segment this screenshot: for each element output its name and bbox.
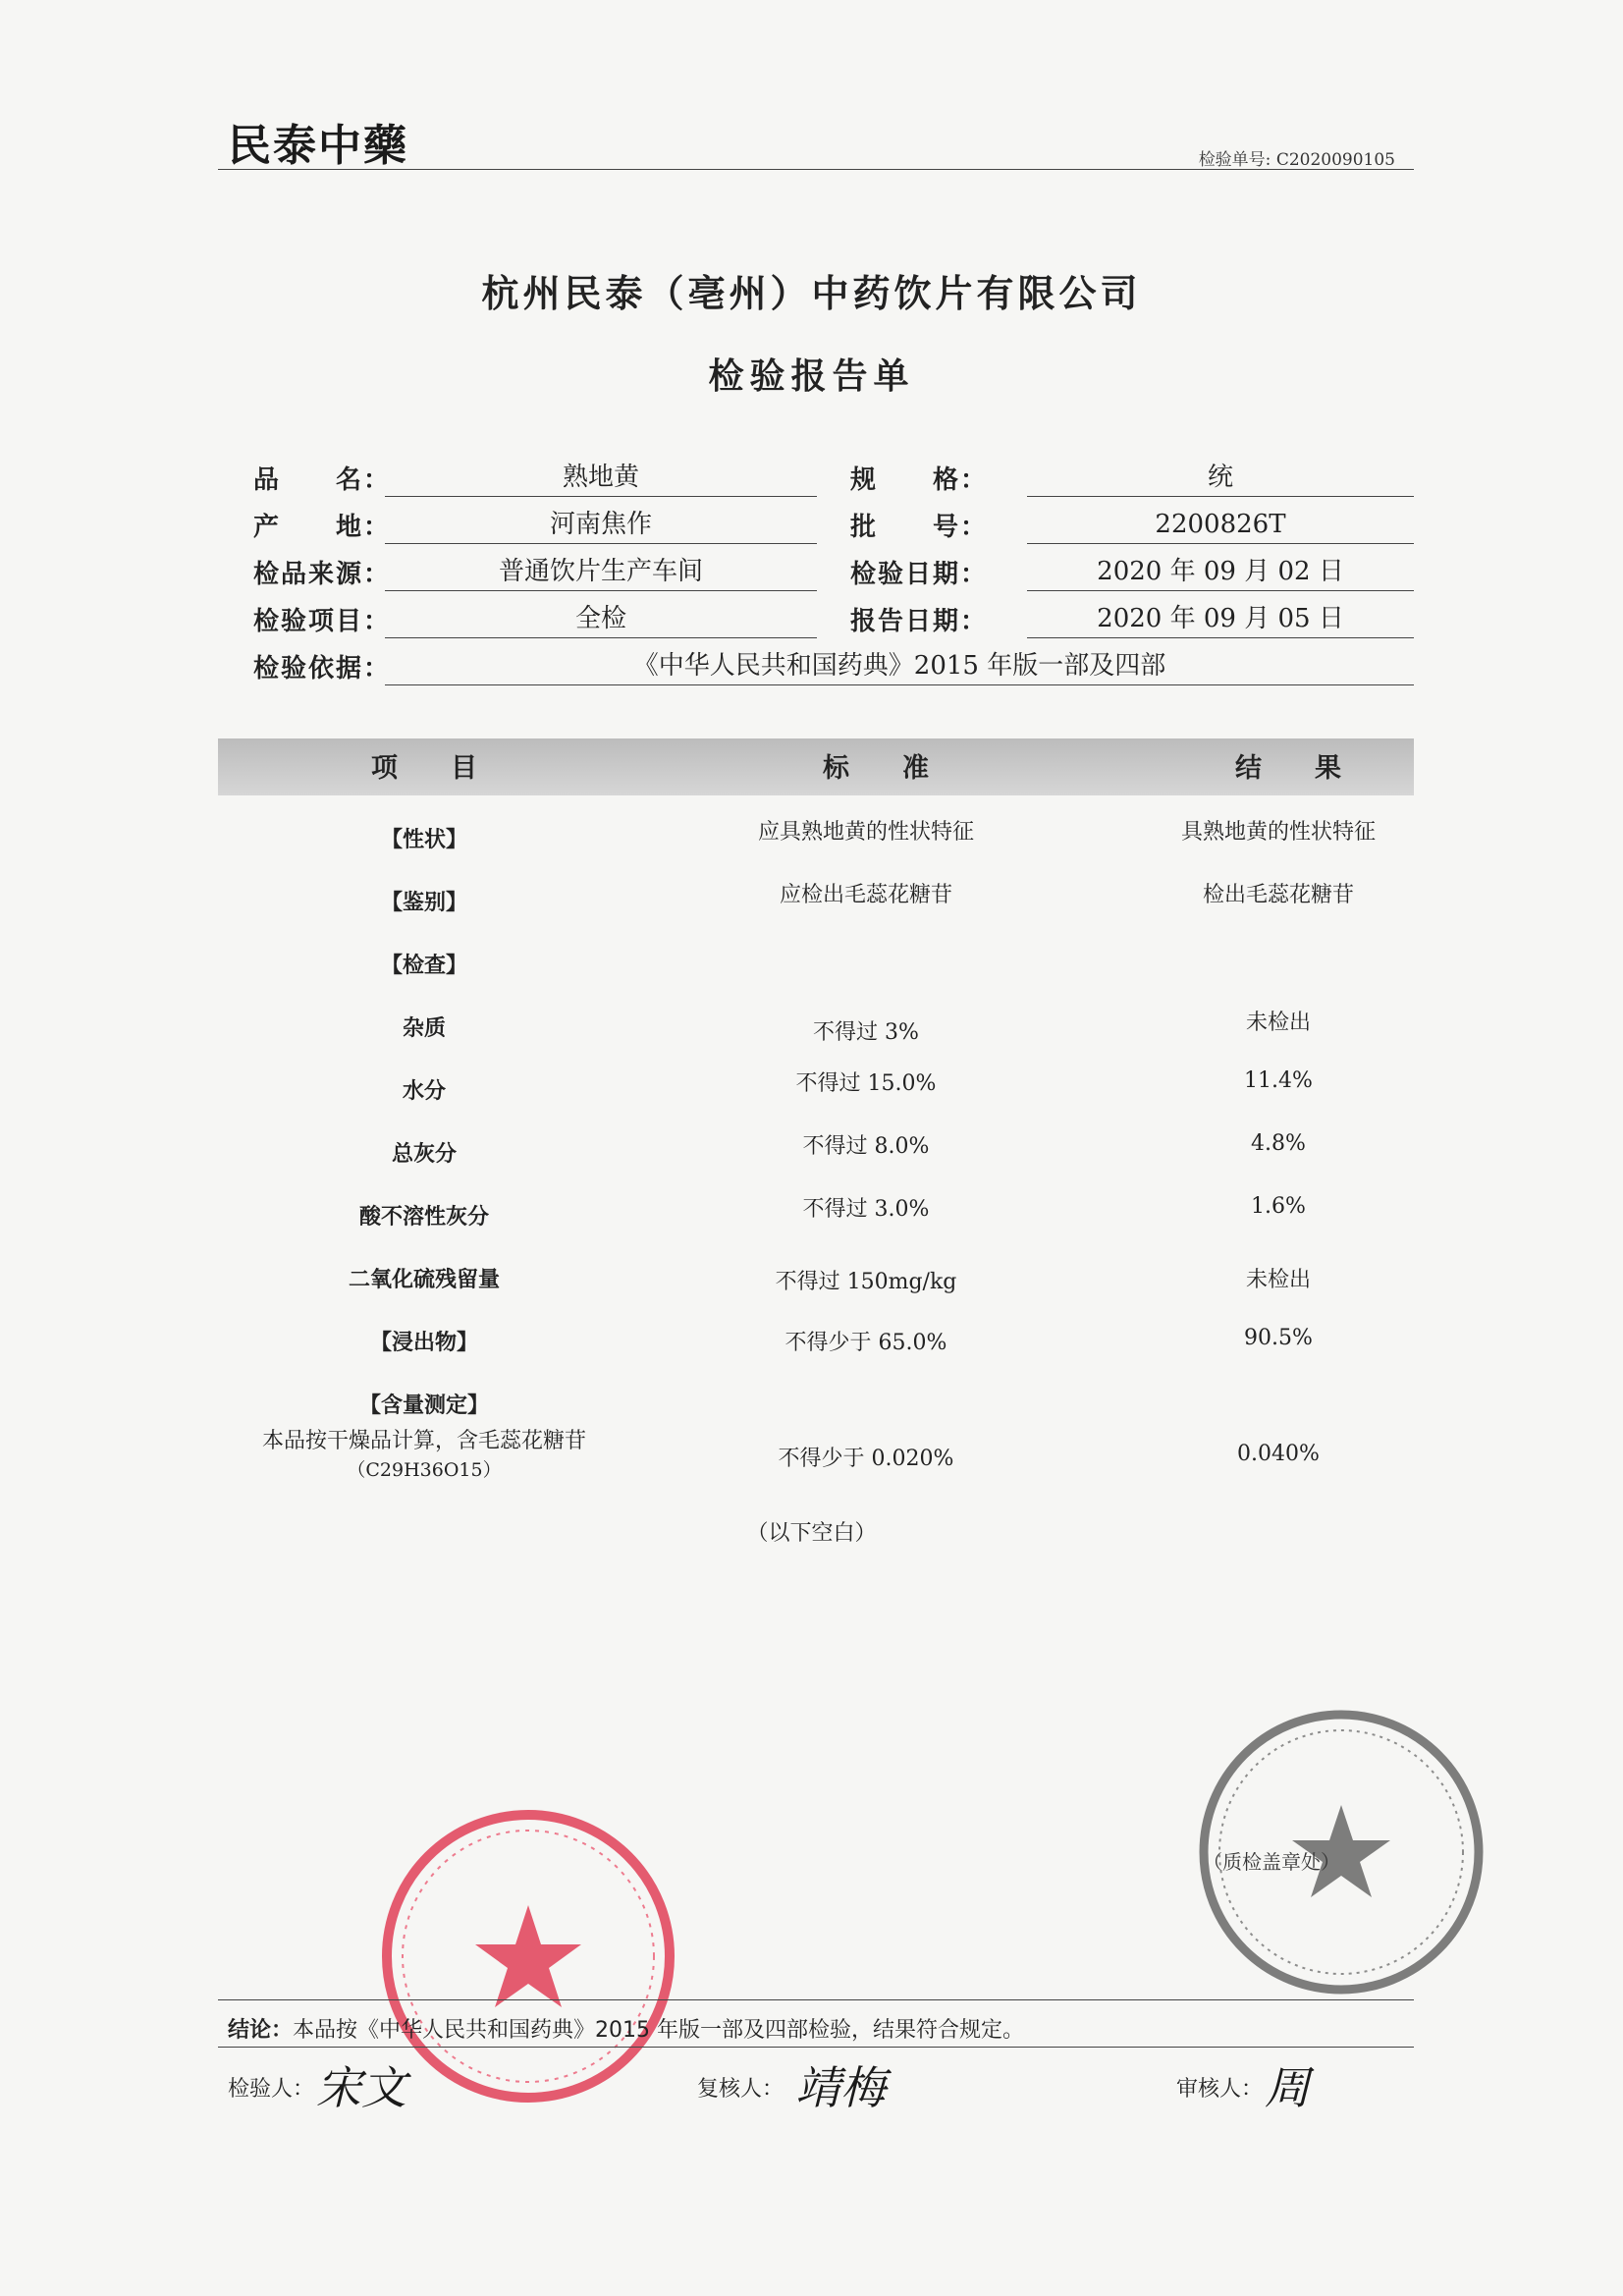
table-row-item: 二氧化硫残留量: [348, 1268, 500, 1292]
table-row-standard: 不得过 3.0%: [802, 1197, 930, 1222]
column-header-item: 项 目: [371, 753, 477, 784]
table-row-item: 【浸出物】: [369, 1331, 478, 1355]
table-row-item: 【检查】: [380, 954, 467, 978]
table-row-result: 4.8%: [1251, 1131, 1306, 1156]
table-row-item: 总灰分: [391, 1142, 457, 1167]
inspector-signature: 宋文: [316, 2061, 406, 2114]
header-divider: [218, 169, 1414, 170]
assay-title: 【含量测定】: [358, 1394, 489, 1418]
product-name-value: 熟地黄: [385, 462, 817, 497]
table-row-standard: 不得少于 65.0%: [784, 1331, 947, 1355]
footer-divider-bottom: [218, 2047, 1414, 2048]
report-number-value: C2020090105: [1275, 150, 1395, 170]
table-row-item: 【性状】: [380, 828, 467, 852]
basis-label: 检验依据：: [253, 654, 392, 683]
table-row-item: 杂质: [402, 1016, 446, 1041]
quality-seal: [379, 1807, 677, 2105]
table-row-result: 1.6%: [1251, 1194, 1306, 1219]
column-header-standard: 标 准: [823, 753, 929, 784]
reviewer-label: 复核人：: [697, 2077, 784, 2102]
quality-seal-graphic: [379, 1807, 677, 2105]
table-row-result: 未检出: [1245, 1268, 1311, 1292]
table-row-standard: 不得过 3%: [813, 1020, 919, 1045]
table-row-item: 酸不溶性灰分: [358, 1205, 489, 1230]
table-row-standard: 不得过 150mg/kg: [775, 1270, 957, 1294]
table-row-standard: 不得过 15.0%: [795, 1071, 937, 1096]
table-row-standard: 应检出毛蕊花糖苷: [779, 883, 952, 907]
report-number-label: 检验单号:: [1198, 150, 1271, 170]
basis-value: 《中华人民共和国药典》2015 年版一部及四部: [385, 650, 1414, 685]
reviewer-signature: 靖梅: [795, 2061, 886, 2114]
table-row-standard: 应具熟地黄的性状特征: [757, 820, 974, 845]
batch-value: 2200826T: [1027, 509, 1414, 544]
table-row-item: 【鉴别】: [380, 891, 467, 915]
report-date-value: 2020 年 09 月 05 日: [1027, 603, 1414, 638]
assay-result: 0.040%: [1237, 1442, 1320, 1466]
conclusion-label: 结论：: [228, 2018, 294, 2043]
conclusion-text: 本品按《中华人民共和国药典》2015 年版一部及四部检验，结果符合规定。: [293, 2018, 1024, 2043]
approver-signature: 周: [1265, 2061, 1310, 2114]
results-table-header: [218, 738, 1414, 795]
table-row-result: 具熟地黄的性状特征: [1180, 820, 1376, 845]
table-row-result: 90.5%: [1244, 1326, 1313, 1350]
batch-label: 批 号：: [850, 513, 989, 542]
test-items-label: 检验项目：: [253, 607, 392, 636]
origin-label: 产 地：: [253, 513, 392, 542]
source-label: 检品来源：: [253, 560, 392, 589]
inspector-label: 检验人：: [228, 2077, 315, 2102]
document-title: 检验报告单: [708, 356, 915, 397]
conclusion: [228, 2013, 1024, 2044]
table-row-item: 水分: [402, 1079, 446, 1104]
assay-standard: 不得少于 0.020%: [778, 1447, 954, 1471]
report-number: [1199, 145, 1395, 170]
origin-value: 河南焦作: [385, 509, 817, 544]
footer-divider-top: [218, 1999, 1414, 2000]
product-name-label: 品 名：: [253, 465, 392, 495]
spec-label: 规 格：: [850, 465, 989, 495]
table-row-result: 11.4%: [1244, 1068, 1313, 1093]
table-row-result: 未检出: [1245, 1011, 1311, 1035]
test-date-value: 2020 年 09 月 02 日: [1027, 556, 1414, 591]
assay-formula: （C29H36O15）: [347, 1459, 502, 1481]
company-name: 杭州民泰（亳州）中药饮片有限公司: [481, 272, 1142, 315]
column-header-result: 结 果: [1235, 753, 1341, 784]
approver-label: 审核人：: [1176, 2077, 1264, 2102]
assay-description: 本品按干燥品计算，含毛蕊花糖苷: [261, 1429, 586, 1453]
table-row-standard: 不得过 8.0%: [802, 1134, 930, 1159]
test-items-value: 全检: [385, 603, 817, 638]
spec-value: 统: [1027, 462, 1414, 497]
company-logo: 民泰中藥: [228, 121, 408, 171]
blank-below-note: （以下空白）: [746, 1521, 877, 1546]
stamp-area-note: （质检盖章处）: [1203, 1850, 1340, 1874]
table-row-result: 检出毛蕊花糖苷: [1202, 883, 1354, 907]
report-date-label: 报告日期：: [850, 607, 989, 636]
source-value: 普通饮片生产车间: [385, 556, 817, 591]
test-date-label: 检验日期：: [850, 560, 989, 589]
